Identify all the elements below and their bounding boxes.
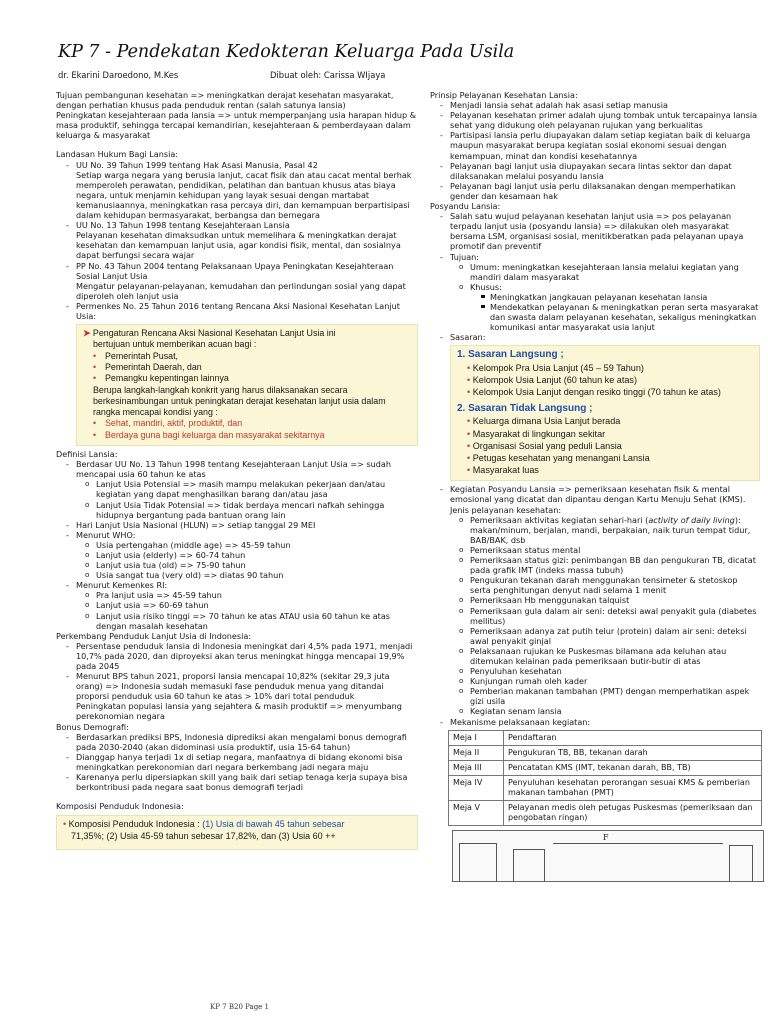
sasaran-item: • Organisasi Sosial yang peduli Lansia [457,440,751,452]
list-item: - Permenkes No. 25 Tahun 2016 tentang Rencana Aksi Nasional Kesehatan Lanjut Usia: [56,301,418,321]
list-item: Mendekatkan pelayanan & meningkatkan peran serta masyarakat dan swasta dalam pelayanan kesehatan, sekaligus meningkatkan komunikasi antar masyarakat usia lanjut [430,302,760,332]
list-item: o Pemeriksaan adanya zat putih telur (protein) dalam air seni: deteksi awal penyakit ginjal [430,626,760,646]
arrow-bullet-icon: ➤ [83,328,91,339]
section-heading-definisi: Definisi Lansia: [56,449,118,460]
sasaran-tidak-langsung-heading: 2. Sasaran Tidak Langsung ; [457,403,593,415]
list-item: - Kegiatan Posyandu Lansia => pemeriksaan kesehatan fisik & mental emosional yang dicatat dan dipantau dengan Kartu Menuju Sehat (KMS). Jenis pelayanan kesehatan: o Pemeriksaan aktivitas kegiatan sehari-hari (activity of daily living): makan/minum, berjalan, mandi, berpakaian, naik turun tempat tidur, BAB/BAK, dsb o Pemeriksaan status mental o Pemeriksaan status gizi: penimbangan BB dan pengukuran TB, dicatat pada grafik IMT (indeks massa tubuh) o Pengukuran tekanan darah menggunakan tensimeter & stetoskop serta penghitungan denyut nadi selama 1 menit o Pemeriksaan Hb menggunakan talquist o Pemeriksaan gula dalam air seni: deteksi awal penyakit gula (diabetes mellitus) o Pemeriksaan adanya zat putih telur (protein) dalam air seni: deteksi awal penyakit ginjal o Pelaksanaan rujukan ke Puskesmas bilamana ada keluhan atau ditemukan kelainan pada pemeriksaan butir-butir di atas o Penyuluhan kesehatan o Kunjungan rumah oleh kader o Pemberian makanan tambahan (PMT) dengan memperhatikan aspek gizi usila o Kegiatan senam lansia [430,484,760,716]
list-item: o Kunjungan rumah oleh kader [430,676,760,686]
law-description: Pelayanan kesehatan dimaksudkan untuk memelihara & meningkatkan derajat kesehatan dan kemampuan lanjut usia, agar kondisi fisik, mental, dan sosialnya dapat berfungsi secara wajar [76,230,401,261]
sasaran-item: • Masyarakat luas [457,464,751,476]
list-item: o Usia sangat tua (very old) => diatas 90 tahun [56,570,418,580]
list-item: - Mekanisme pelaksanaan kegiatan: [430,717,760,727]
sasaran-item: • Kelompok Usia Lanjut dengan resiko tinggi (70 tahun ke atas) [457,386,751,398]
list-item: - PP No. 43 Tahun 2004 tentang Pelaksanaan Upaya Peningkatan Kesejahteraan Sosial Lanjut Usia Mengatur pelayanan-pelayanan, kemudahan dan perlindungan sosial yang dapat diperoleh oleh lanjut usia [56,261,418,301]
list-item: o Lanjut Usia Potensial => masih mampu melakukan pekerjaan dan/atau kegiatan yang dapat menghasilkan barang dan/atau jasa [56,479,418,499]
list-item: o Lanjut usia => 60-69 tahun [56,600,418,610]
list-item: o Pemeriksaan status gizi: penimbangan BB dan pengukuran TB, dicatat pada grafik IMT (indeks massa tubuh) [430,555,760,575]
list-item: - Partisipasi lansia perlu diupayakan dalam setiap kegiatan baik di keluarga maupun masyarakat berupa kegiatan sosial ekonomi sesuai dengan kemampuan, minat dan kondisi kesehatannya [430,130,760,160]
list-item: o Pelaksanaan rujukan ke Puskesmas bilamana ada keluhan atau ditemukan kelainan pada pemeriksaan butir-butir di atas [430,646,760,666]
list-item: o Penyuluhan kesehatan [430,666,760,676]
made-by-line: Dibuat oleh: Carissa WIjaya [270,70,386,80]
section-heading-bonus: Bonus Demografi: [56,721,129,732]
list-item: - UU No. 13 Tahun 1998 tentang Kesejahteraan Lansia Pelayanan kesehatan dimaksudkan untuk memelihara & meningkatkan derajat kesehatan dan kemampuan lanjut usia, agar kondisi fisik, mental, dan sosialnya dapat berfungsi secara wajar [56,220,418,260]
komposisi-image-box: • Komposisi Penduduk Indonesia : (1) Usia di bawah 45 tahun sebesar 71,35%; (2) Usia 45-59 tahun sebesar 17,82%, dan (3) Usia 60 ++ [56,815,418,850]
intro-paragraph: Peningkatan kesejahteraan pada lansia => untuk memperpanjang usia harapan hidup & masa produktif, sehingga tercapai kemandirian, kesejahteraan & pemberdayaan dalam keluarga & masyarakat [56,110,417,141]
list-item: - Menurut WHO: o Usia pertengahan (middle age) => 45-59 tahun o Lanjut usia (elderly) => 60-74 tahun o Lanjut usia tua (old) => 75-90 tahun o Usia sangat tua (very old) => diatas 90 tahun [56,530,418,580]
section-heading-perkembang: Perkembang Penduduk Lanjut Usia di Indonesia: [56,630,252,641]
sasaran-langsung-heading: 1. Sasaran Langsung ; [457,349,564,361]
list-item: o Usia pertengahan (middle age) => 45-59 tahun [56,540,418,550]
sasaran-item: • Kelompok Usia Lanjut (60 tahun ke atas) [457,374,751,386]
box-item: Berdaya guna bagi keluarga dan masyarakat sekitarnya [105,429,325,440]
sasaran-item: • Keluarga dimana Usia Lanjut berada [457,415,751,427]
page-footer: KP 7 B20 Page 1 [210,1003,269,1011]
rencana-aksi-image-box: ➤ Pengaturan Rencana Aksi Nasional Kesehatan Lanjut Usia ini bertujuan untuk memberikan acuan bagi : • Pemerintah Pusat, • Pemerintah Daerah, dan • Pemangku kepentingan lainnya Berupa langkah-langkah konkrit yang harus dilaksanakan secara berkesinambungan untuk peningkatan derajat kesehatan lanjut usia dalam rangka mencapai kondisi yang : • Sehat, mandiri, aktif, produktif, dan • Berdaya guna bagi keluarga dan masyarakat sekitarnya [76,324,418,446]
list-item: - Pelayanan bagi lanjut usia diupayakan secara lintas sektor dan dapat dilaksanakan melalui posyandu lansia [430,161,760,181]
list-item: - Persentase penduduk lansia di Indonesia meningkat dari 4,5% pada 1971, menjadi 10,7% pada 2020, dan diproyeksi akan terus meningkat hingga mencapai 19,9% pada 2045 [56,641,418,671]
box-item: Pemerintah Daerah, dan [105,361,202,372]
box-item: Pemangku kepentingan lainnya [105,373,229,384]
left-column [56,90,418,850]
meja-layout-diagram [452,830,764,882]
list-item: - Sasaran: [430,332,760,342]
list-item: o Kegiatan senam lansia [430,706,760,716]
table-row: Meja III Pencatatan KMS (IMT, tekanan darah, BB, TB) [449,760,762,775]
list-item: - Hari Lanjut Usia Nasional (HLUN) => setiap tanggal 29 MEI [56,520,418,530]
list-item: o Khusus: Meningkatkan jangkauan pelayanan kesehatan lansia Mendekatkan pelayanan & meningkatkan peran serta masyarakat dan swasta dalam pelayanan kesehatan, sekaligus meningkatkan komunikasi antar masyarakat usia lanjut [430,282,760,332]
diagram-label: F [603,833,609,843]
section-heading-landasan: Landasan Hukum Bagi Lansia: [56,149,179,160]
list-item: - Pelayanan bagi lanjut usia perlu dilaksanakan dengan memperhatikan gender dan kesamaan hak [430,181,760,201]
list-item: o Lanjut usia risiko tinggi => 70 tahun ke atas ATAU usia 60 tahun ke atas dengan masalah kesehatan [56,611,418,631]
list-item: - Dianggap hanya terjadi 1x di setiap negara, manfaatnya di bidang ekonomi bisa meningkatkan perekonomian dari negara berkembang jadi negara maju [56,752,418,772]
table-row: Meja IV Penyuluhan kesehatan perorangan sesuai KMS & pemberian makanan tambahan (PMT) [449,775,762,800]
list-item: - UU No. 39 Tahun 1999 tentang Hak Asasi Manusia, Pasal 42 Setiap warga negara yang berusia lanjut, cacat fisik dan atau cacat mental berhak memperoleh perawatan, pendidikan, pelatihan dan bantuan khusus atas biaya negara, untuk menjamin kehidupan yang layak sesuai dengan martabat kemanusiaannya, meningkatkan rasa percaya diri, dan kemampuan berpartisipasi dalam kehidupan bermasyarakat, berbangsa dan bernegara [56,160,418,221]
list-item: o Lanjut usia tua (old) => 75-90 tahun [56,560,418,570]
list-item: - Berdasarkan prediksi BPS, Indonesia diprediksi akan mengalami bonus demografi pada 2030-2040 (akan didominasi usia produktif, usia 15-64 tahun) [56,732,418,752]
list-item: - Karenanya perlu dipersiapkan skill yang baik dari setiap tenaga kerja supaya bisa berkontribusi pada negara saat bonus demografi terjadi [56,772,418,792]
sasaran-item: • Petugas kesehatan yang menangani Lansia [457,452,751,464]
sasaran-image-box [450,345,760,481]
section-heading-posyandu: Posyandu Lansia: [430,201,501,212]
list-item: o Pengukuran tekanan darah menggunakan tensimeter & stetoskop serta penghitungan denyut nadi selama 1 menit [430,575,760,595]
page-title: KP 7 - Pendekatan Kedokteran Keluarga Pada Usila [58,42,515,62]
list-item: o Pemeriksaan status mental [430,545,760,555]
landasan-list [56,160,418,322]
list-item: - Menjadi lansia sehat adalah hak asasi setiap manusia [430,100,760,110]
sasaran-item: • Kelompok Pra Usia Lanjut (45 – 59 Tahun) [457,362,751,374]
list-item: o Lanjut usia (elderly) => 60-74 tahun [56,550,418,560]
right-column [430,90,760,882]
list-item: o Lanjut Usia Tidak Potensial => tidak berdaya mencari nafkah sehingga hidupnya bergantung pada bantuan orang lain [56,500,418,520]
list-item: o Umum: meningkatkan kesejahteraan lansia melalui kegiatan yang mandiri dalam masyarakat [430,262,760,282]
meja-table [448,730,762,827]
list-item: Meningkatkan jangkauan pelayanan kesehatan lansia [430,292,760,302]
table-row: Meja II Pengukuran TB, BB, tekanan darah [449,745,762,760]
sasaran-item: • Masyarakat di lingkungan sekitar [457,428,751,440]
section-heading-komposisi: Komposisi Penduduk Indonesia: [56,801,184,812]
note-paragraph: Peningkatan populasi lansia yang sejahtera & masih produktif => menyumbang perekonomian negara [76,701,402,722]
list-item: - Tujuan: o Umum: meningkatkan kesejahteraan lansia melalui kegiatan yang mandiri dalam masyarakat o Khusus: Meningkatkan jangkauan pelayanan kesehatan lansia Mendekatkan pelayanan & meningkatkan peran serta masyarakat dan swasta dalam pelayanan kesehatan, sekaligus meningkatkan komunikasi antar masyarakat usia lanjut [430,252,760,333]
list-item: o Pemberian makanan tambahan (PMT) dengan memperhatikan aspek gizi usila [430,686,760,706]
list-item: o Pra lanjut usia => 45-59 tahun [56,590,418,600]
section-heading-prinsip: Prinsip Pelayanan Kesehatan Lansia: [430,90,578,100]
box-item: Sehat, mandiri, aktif, produktif, dan [105,418,243,429]
list-item: o Pemeriksaan aktivitas kegiatan sehari-hari (activity of daily living): makan/minum, berjalan, mandi, berpakaian, naik turun tempat tidur, BAB/BAK, dsb [430,515,760,545]
table-row: Meja V Pelayanan medis oleh petugas Puskesmas (pemeriksaan dan pengobatan ringan) [449,801,762,826]
box-item: Pemerintah Pusat, [105,350,179,361]
list-item: - Berdasar UU No. 13 Tahun 1998 tentang Kesejahteraan Lanjut Usia => sudah mencapai usia 60 tahun ke atas o Lanjut Usia Potensial => masih mampu melakukan pekerjaan dan/atau kegiatan yang dapat menghasilkan barang dan/atau jasa o Lanjut Usia Tidak Potensial => tidak berdaya mencari nafkah sehingga hidupnya bergantung pada bantuan orang lain [56,459,418,520]
law-description: Setiap warga negara yang berusia lanjut, cacat fisik dan atau cacat mental berhak memperoleh perawatan, pendidikan, pelatihan dan bantuan khusus atas biaya negara, untuk menjamin kehidupan yang layak sesuai dengan martabat kemanusiaannya, meningkatkan rasa percaya diri, dan kemampuan berpartisipasi dalam kehidupan bermasyarakat, berbangsa dan bernegara [76,169,412,221]
list-item: - Menurut BPS tahun 2021, proporsi lansia mencapai 10,82% (sekitar 29,3 juta orang) => Indonesia sudah memasuki fase penduduk menua yang ditandai proporsi penduduk usia 60 tahun ke atas > 10% dari total penduduk [56,671,418,701]
list-item: o Pemeriksaan gula dalam air seni: deteksi awal penyakit gula (diabetes mellitus) [430,606,760,626]
author-line: dr. Ekarini Daroedono, M.Kes [58,70,179,80]
box-paragraph: Berupa langkah-langkah konkrit yang harus dilaksanakan secara berkesinambungan untuk peningkatan derajat kesehatan lanjut usia dalam rangka mencapai kondisi yang : [93,384,386,418]
list-item: - Salah satu wujud pelayanan kesehatan lanjut usia => pos pelayanan terpadu lanjut usia (posyandu lansia) => dilakukan oleh masyarakat bersama LSM, organisasi sosial, menitikberatkan pada pelayanan upaya promotif dan preventif [430,211,760,251]
table-row: Meja I Pendaftaran [449,730,762,745]
list-item: o Pemeriksaan Hb menggunakan talquist [430,595,760,605]
law-description: Mengatur pelayanan-pelayanan, kemudahan dan perlindungan sosial yang dapat diperoleh oleh lanjut usia [76,280,406,301]
list-item: - Pelayanan kesehatan primer adalah ujung tombak untuk tercapainya lansia sehat yang didukung oleh pelayanan rujukan yang berkualitas [430,110,760,130]
list-item: - Menurut Kemenkes RI: o Pra lanjut usia => 45-59 tahun o Lanjut usia => 60-69 tahun o Lanjut usia risiko tinggi => 70 tahun ke atas ATAU usia 60 tahun ke atas dengan masalah kesehatan [56,580,418,630]
intro-paragraph: Tujuan pembangunan kesehatan => meningkatkan derajat kesehatan masyarakat, dengan perhatian khusus pada penduduk rentan (salah satunya lansia) [56,90,394,111]
